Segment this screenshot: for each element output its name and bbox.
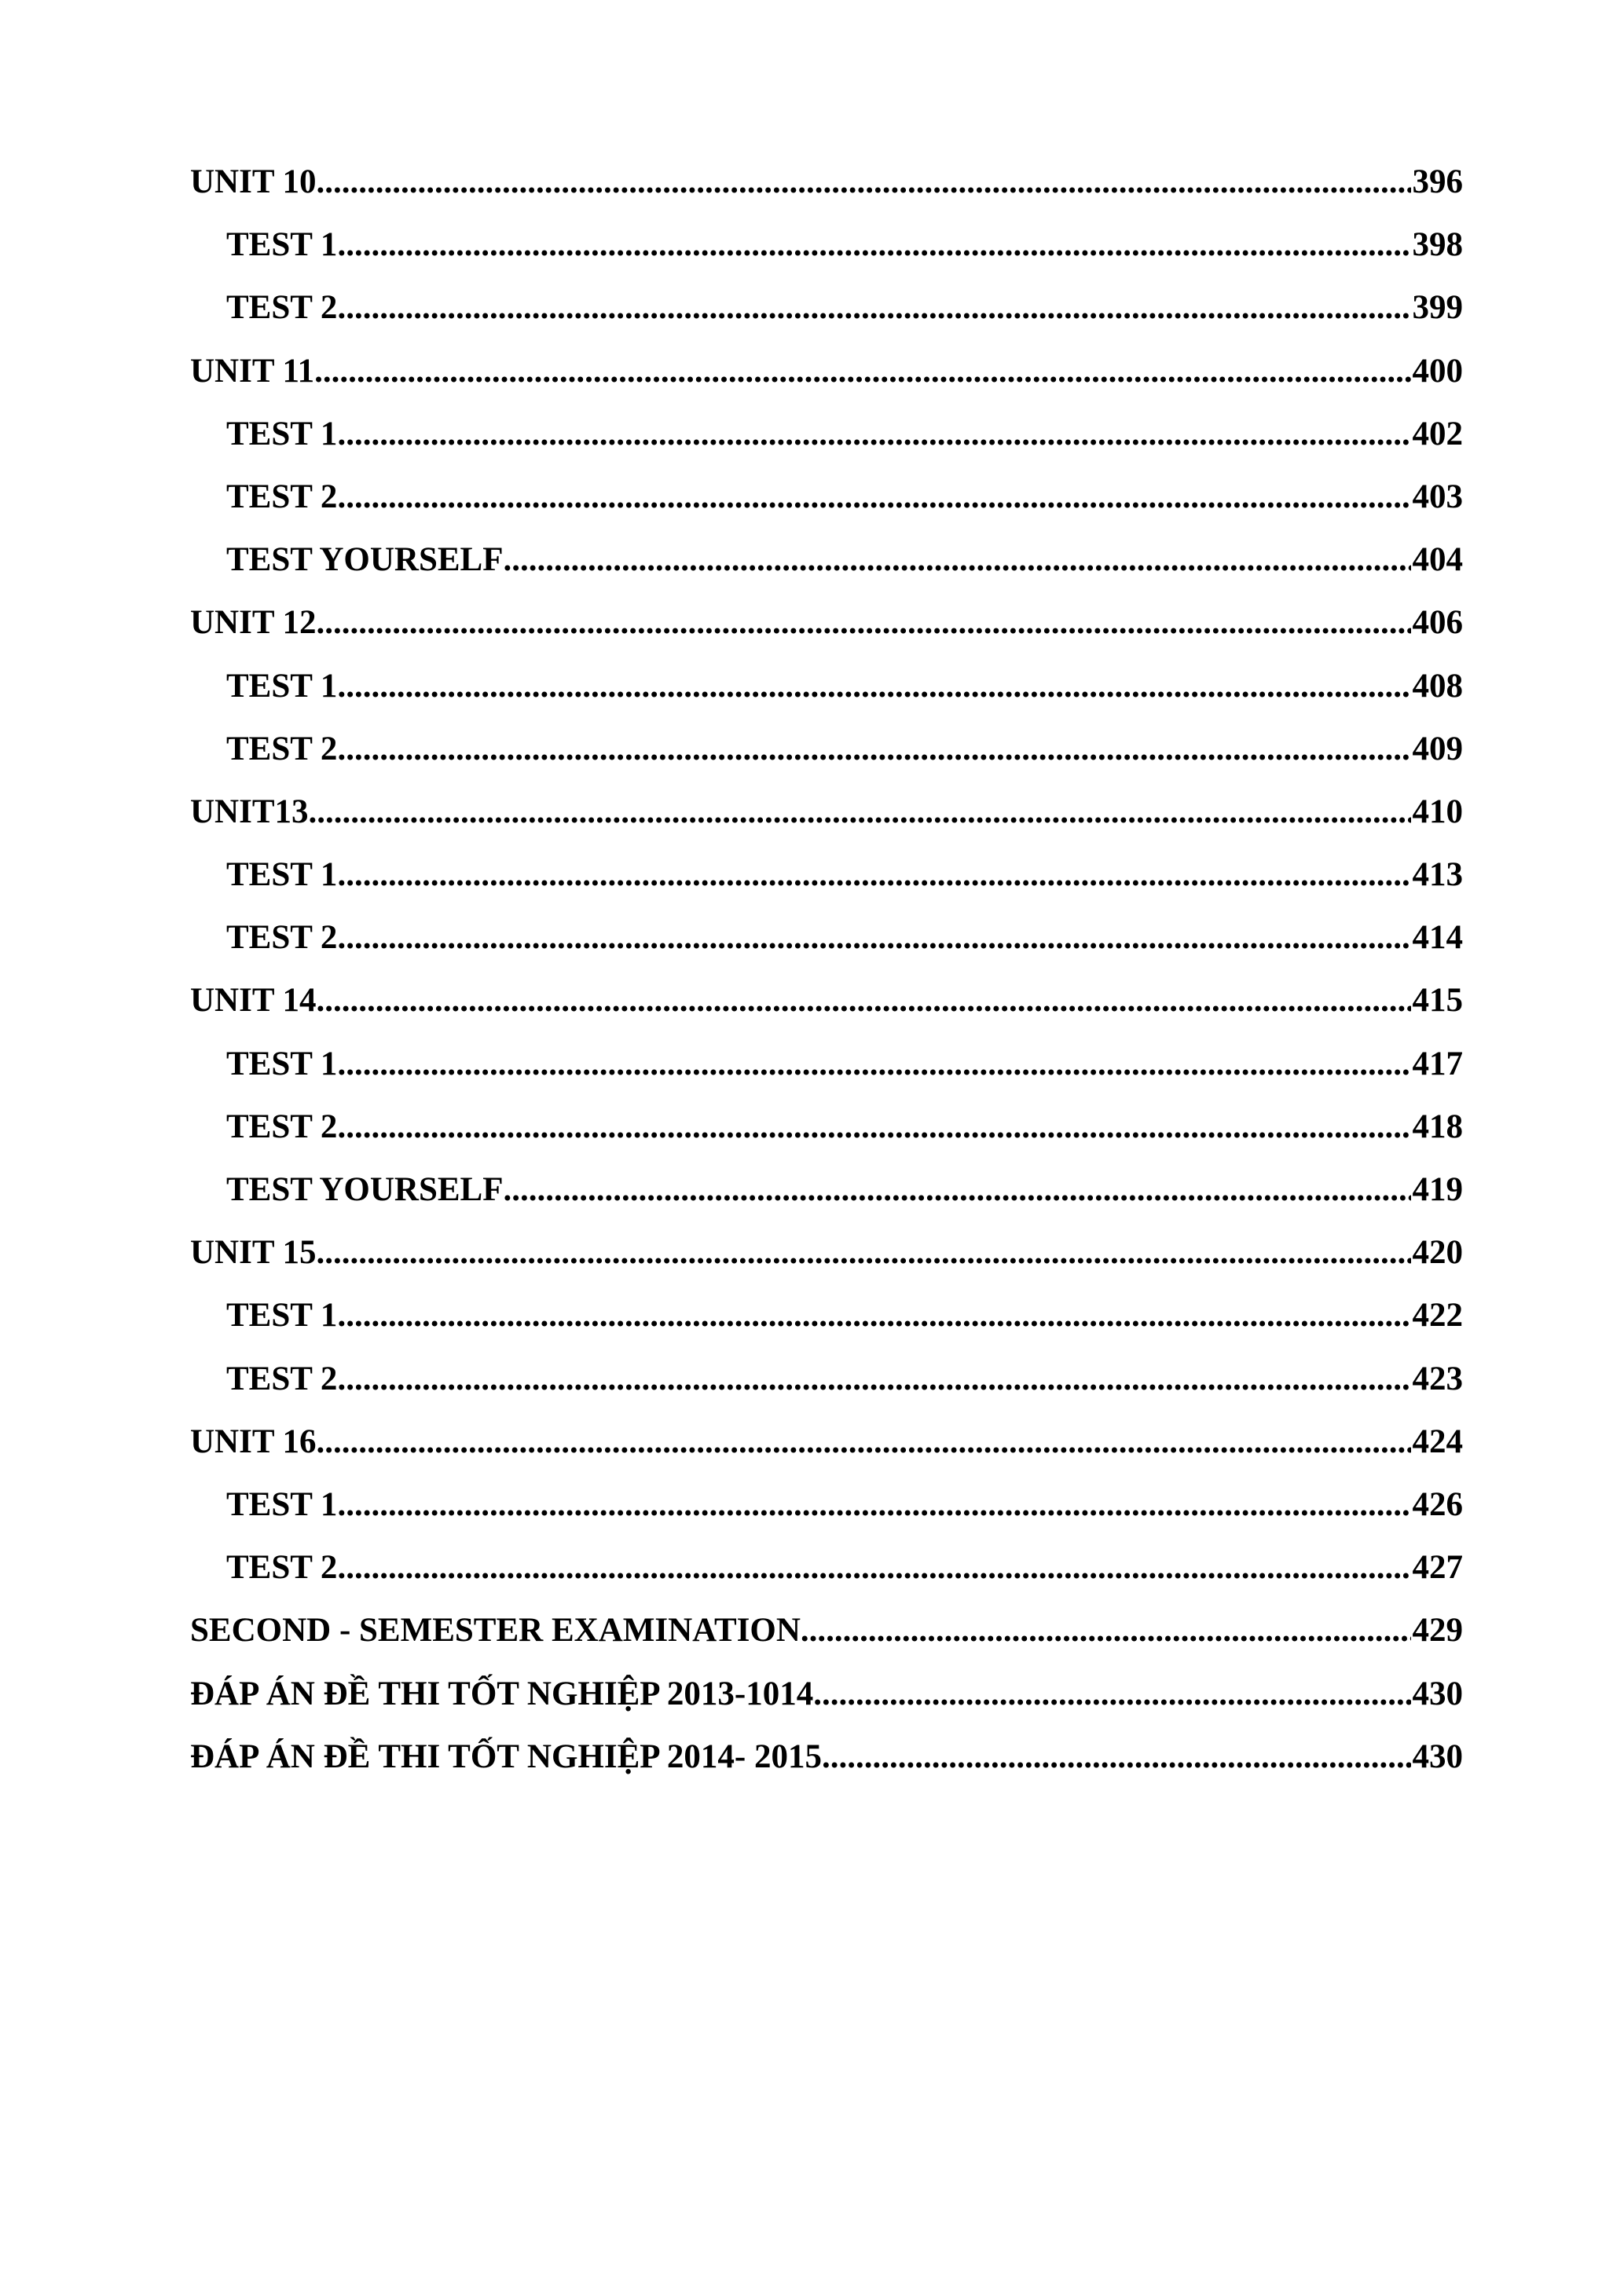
toc-entry-label: TEST 2 — [226, 1108, 338, 1145]
toc-entry-page-number: 406 — [1412, 604, 1463, 642]
toc-entry-label: TEST 2 — [226, 1549, 338, 1587]
toc-entry[interactable] — [190, 1663, 1463, 1726]
toc-entry-label: TEST 1 — [226, 1045, 338, 1082]
toc-entry[interactable] — [190, 1536, 1463, 1599]
toc-entry-label: UNIT 12 — [190, 604, 317, 642]
toc-entry-label: ĐÁP ÁN ĐỀ THI TỐT NGHIỆP 2014- 2015 — [190, 1738, 823, 1775]
toc-entry-label: UNIT 14 — [190, 982, 317, 1020]
toc-entry-label: TEST 1 — [226, 415, 338, 452]
toc-dot-leader — [337, 276, 1410, 339]
toc-entry[interactable] — [190, 1599, 1463, 1662]
toc-entry[interactable] — [190, 276, 1463, 339]
toc-entry-page-number: 409 — [1412, 730, 1463, 767]
toc-entry-page-number: 400 — [1412, 352, 1463, 390]
toc-entry-label: UNIT 10 — [190, 163, 317, 200]
toc-entry[interactable] — [190, 1726, 1463, 1789]
toc-entry[interactable] — [190, 1159, 1463, 1221]
toc-dot-leader — [337, 1348, 1410, 1411]
toc-entry-page-number: 408 — [1412, 667, 1463, 705]
toc-dot-leader — [813, 1663, 1410, 1726]
toc-dot-leader — [317, 969, 1411, 1032]
toc-entry-label: TEST 2 — [226, 1360, 338, 1397]
toc-dot-leader — [337, 1033, 1410, 1096]
toc-entry-label: UNIT 11 — [190, 352, 315, 390]
toc-entry-page-number: 419 — [1412, 1171, 1463, 1208]
toc-entry-page-number: 398 — [1412, 226, 1463, 264]
toc-dot-leader — [503, 1159, 1410, 1221]
toc-entry-page-number: 399 — [1412, 289, 1463, 327]
toc-entry[interactable] — [190, 781, 1463, 844]
toc-entry[interactable] — [190, 151, 1463, 214]
toc-dot-leader — [317, 1411, 1411, 1474]
toc-entry-label: TEST 1 — [226, 667, 338, 705]
toc-entry-page-number: 423 — [1412, 1360, 1463, 1397]
toc-dot-leader — [337, 1284, 1410, 1347]
toc-dot-leader — [801, 1599, 1411, 1662]
toc-dot-leader — [337, 906, 1410, 969]
toc-entry-label: TEST 1 — [226, 1297, 338, 1335]
toc-entry-label: UNIT13 — [190, 793, 309, 830]
toc-entry[interactable] — [190, 1221, 1463, 1284]
toc-entry-page-number: 429 — [1412, 1612, 1463, 1650]
toc-entry[interactable] — [190, 591, 1463, 654]
toc-entry-page-number: 414 — [1412, 919, 1463, 957]
toc-entry[interactable] — [190, 340, 1463, 403]
toc-dot-leader — [337, 655, 1410, 718]
toc-entry-page-number: 410 — [1412, 793, 1463, 830]
toc-entry-page-number: 402 — [1412, 415, 1463, 452]
toc-entry-page-number: 424 — [1412, 1423, 1463, 1460]
toc-dot-leader — [317, 1221, 1411, 1284]
toc-entry[interactable] — [190, 466, 1463, 529]
toc-entry-page-number: 403 — [1412, 478, 1463, 515]
toc-dot-leader — [337, 466, 1410, 529]
toc-entry[interactable] — [190, 844, 1463, 906]
toc-entry-label: UNIT 16 — [190, 1423, 317, 1460]
toc-entry[interactable] — [190, 1096, 1463, 1159]
toc-entry-label: TEST 2 — [226, 730, 338, 767]
toc-entry-page-number: 427 — [1412, 1549, 1463, 1587]
toc-entry-page-number: 413 — [1412, 856, 1463, 894]
toc-dot-leader — [822, 1726, 1410, 1789]
toc-entry[interactable] — [190, 1348, 1463, 1411]
toc-entry-page-number: 430 — [1412, 1675, 1463, 1712]
toc-entry-label: TEST 2 — [226, 289, 338, 327]
toc-entry-page-number: 422 — [1412, 1297, 1463, 1335]
toc-dot-leader — [309, 781, 1411, 844]
toc-entry-label: TEST 1 — [226, 856, 338, 894]
toc-entry-label: TEST 1 — [226, 226, 338, 264]
table-of-contents — [190, 151, 1463, 1789]
toc-entry-page-number: 417 — [1412, 1045, 1463, 1082]
toc-dot-leader — [317, 591, 1411, 654]
toc-dot-leader — [503, 529, 1410, 591]
toc-entry-label: TEST 2 — [226, 478, 338, 515]
toc-entry-page-number: 420 — [1412, 1234, 1463, 1272]
toc-entry-label: UNIT 15 — [190, 1234, 317, 1272]
toc-entry-page-number: 430 — [1412, 1738, 1463, 1775]
toc-entry[interactable] — [190, 718, 1463, 781]
toc-dot-leader — [317, 151, 1411, 214]
toc-entry[interactable] — [190, 214, 1463, 276]
toc-entry[interactable] — [190, 529, 1463, 591]
toc-entry-label: TEST YOURSELF — [226, 541, 504, 579]
toc-entry[interactable] — [190, 1411, 1463, 1474]
toc-entry-page-number: 396 — [1412, 163, 1463, 200]
toc-entry-label: SECOND - SEMESTER EXAMINATION — [190, 1612, 801, 1650]
toc-dot-leader — [337, 844, 1410, 906]
toc-dot-leader — [337, 214, 1410, 276]
toc-entry-page-number: 418 — [1412, 1108, 1463, 1145]
toc-dot-leader — [337, 1536, 1410, 1599]
toc-entry-page-number: 415 — [1412, 982, 1463, 1020]
toc-entry[interactable] — [190, 1474, 1463, 1536]
toc-entry[interactable] — [190, 403, 1463, 466]
toc-entry-page-number: 426 — [1412, 1485, 1463, 1523]
toc-entry[interactable] — [190, 655, 1463, 718]
toc-entry-label: TEST 2 — [226, 919, 338, 957]
toc-entry-label: ĐÁP ÁN ĐỀ THI TỐT NGHIỆP 2013-1014 — [190, 1675, 814, 1712]
toc-entry[interactable] — [190, 1284, 1463, 1347]
toc-dot-leader — [314, 340, 1410, 403]
toc-entry[interactable] — [190, 969, 1463, 1032]
toc-dot-leader — [337, 1096, 1410, 1159]
toc-entry[interactable] — [190, 906, 1463, 969]
toc-entry-label: TEST YOURSELF — [226, 1171, 504, 1208]
toc-entry-label: TEST 1 — [226, 1485, 338, 1523]
toc-dot-leader — [337, 1474, 1410, 1536]
toc-dot-leader — [337, 403, 1410, 466]
toc-dot-leader — [337, 718, 1410, 781]
toc-entry-page-number: 404 — [1412, 541, 1463, 579]
toc-entry[interactable] — [190, 1033, 1463, 1096]
